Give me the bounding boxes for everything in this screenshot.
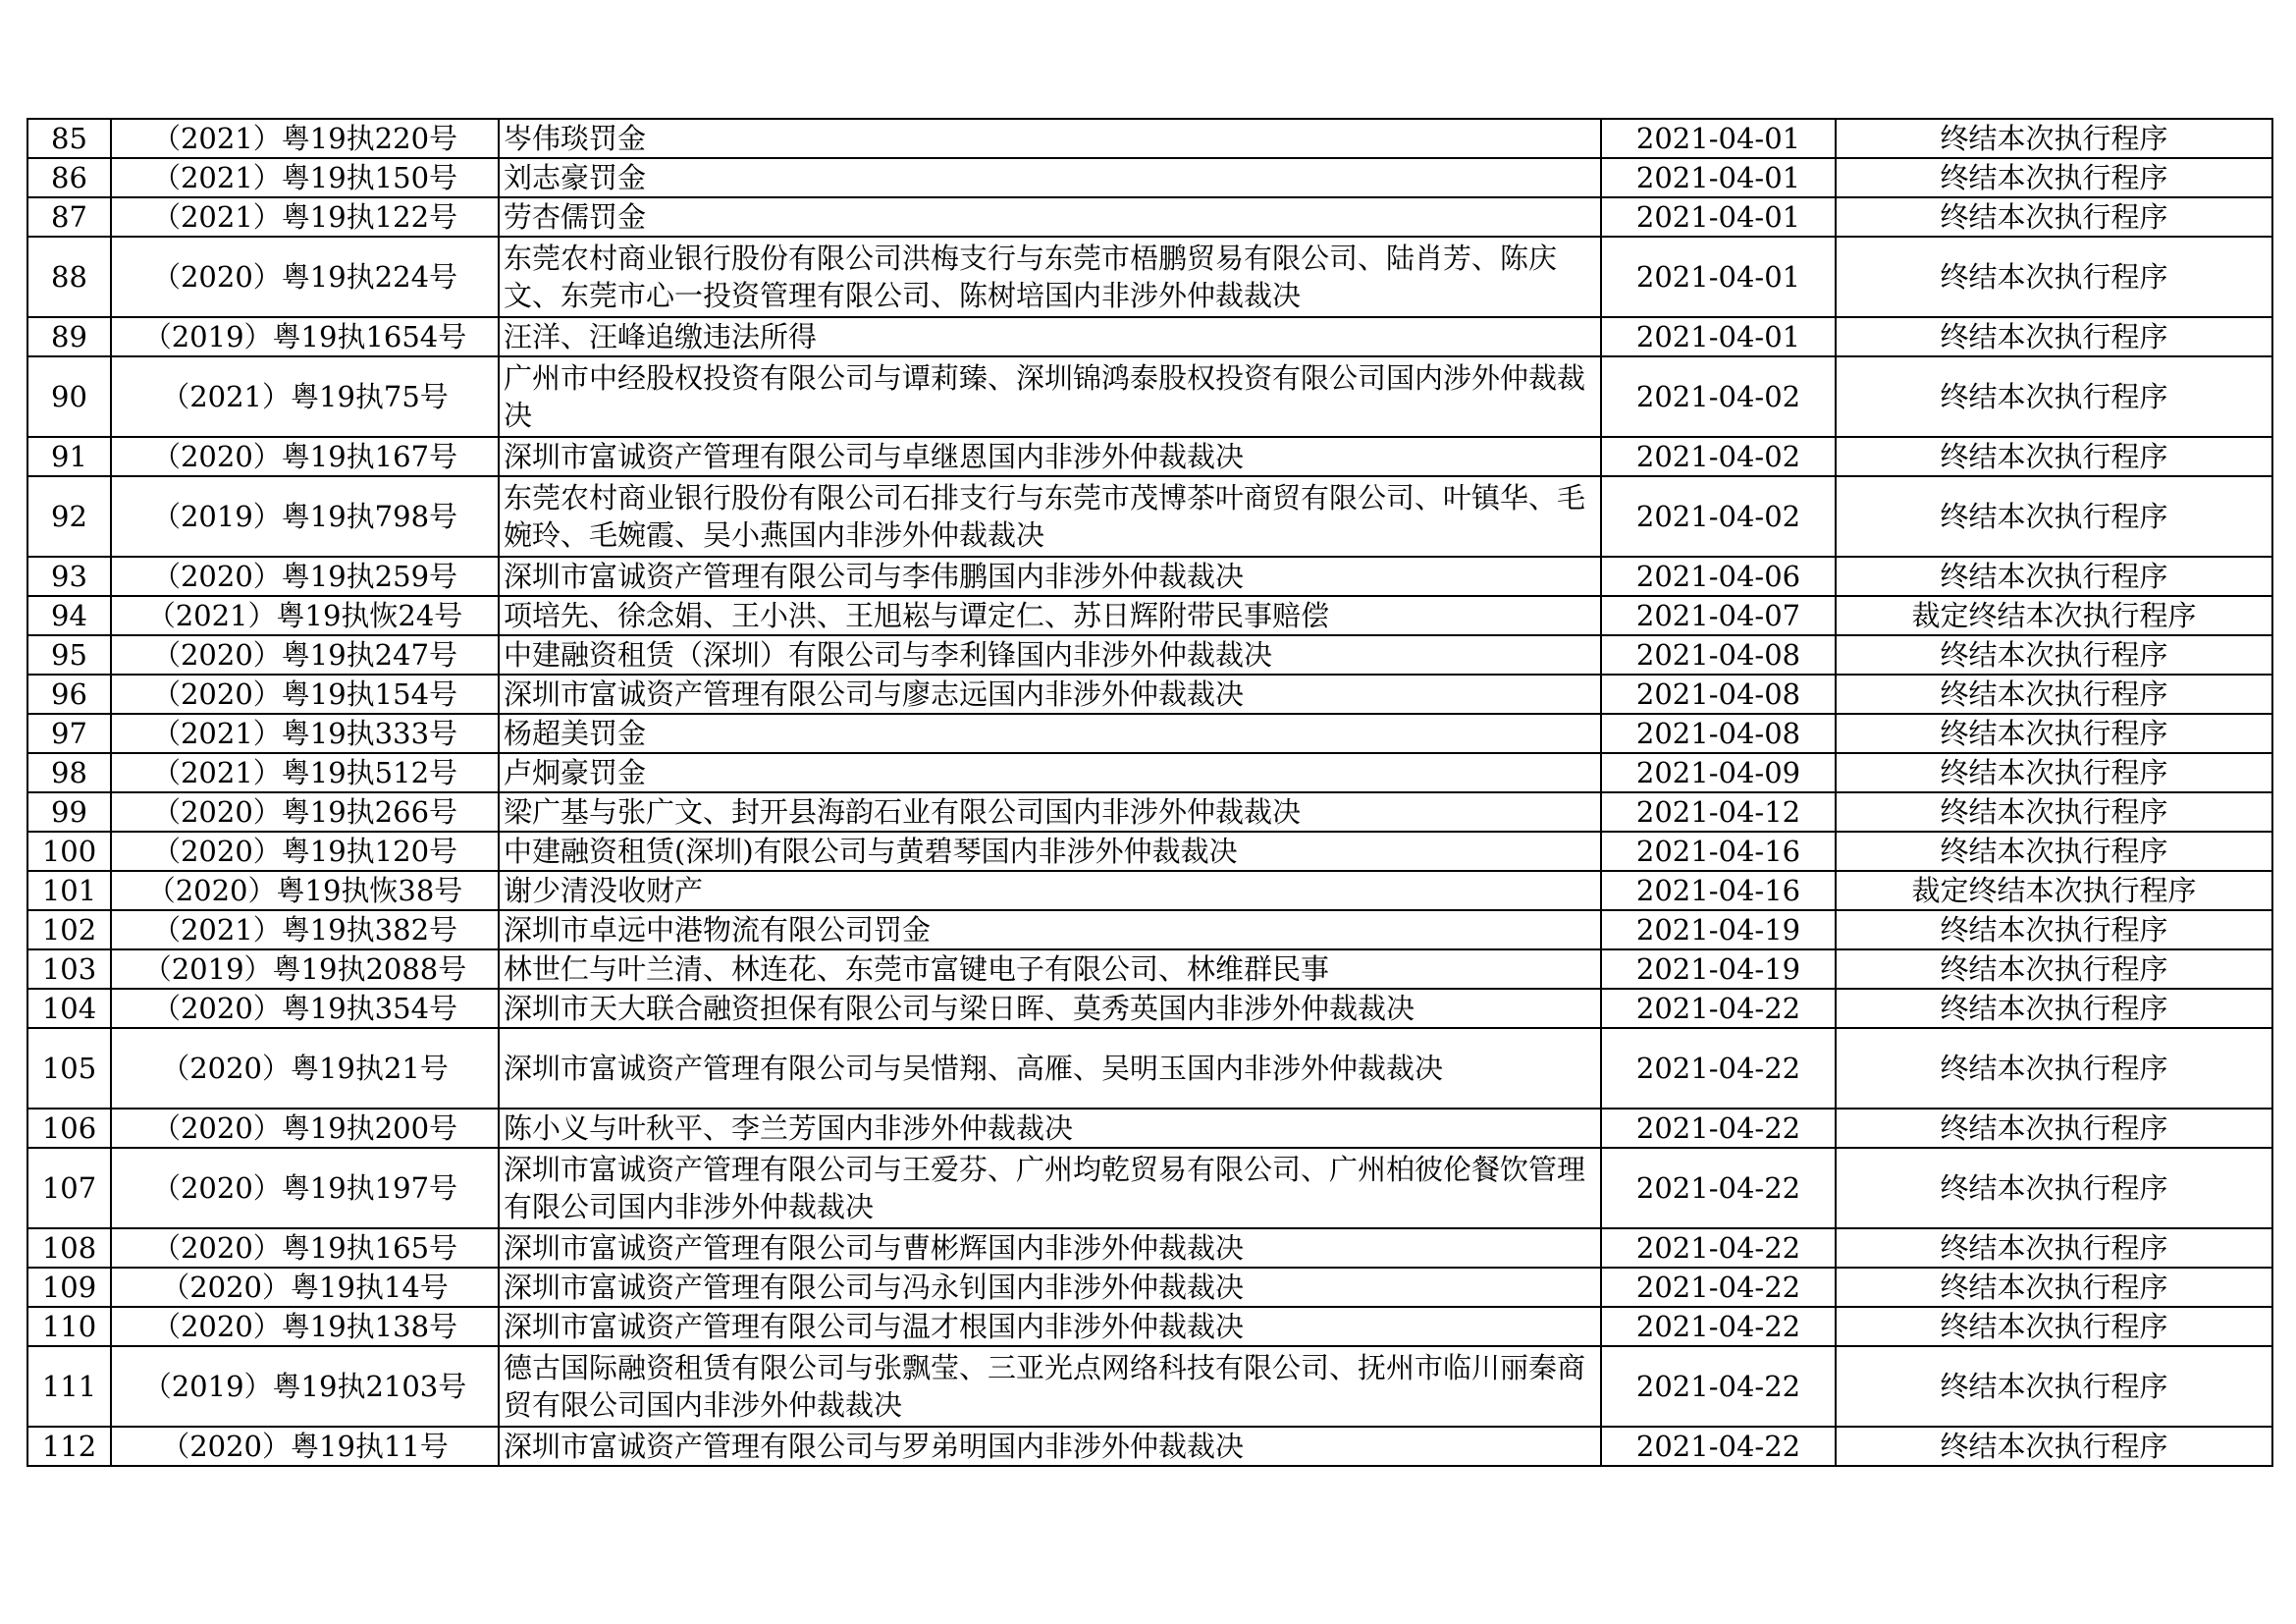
closing-date: 2021-04-01: [1601, 317, 1836, 356]
closing-date: 2021-04-22: [1601, 1228, 1836, 1268]
case-number: （2021）粤19执75号: [111, 356, 499, 437]
case-title: 深圳市天大联合融资担保有限公司与梁日晖、莫秀英国内非涉外仲裁裁决: [499, 989, 1601, 1028]
execution-result: 终结本次执行程序: [1836, 197, 2272, 237]
execution-result: 终结本次执行程序: [1836, 437, 2272, 476]
execution-result: 终结本次执行程序: [1836, 949, 2272, 989]
case-table-body: [27, 119, 2272, 1466]
closing-date: 2021-04-19: [1601, 949, 1836, 989]
case-number: （2020）粤19执247号: [111, 635, 499, 675]
execution-result: 终结本次执行程序: [1836, 1148, 2272, 1228]
closing-date: 2021-04-08: [1601, 714, 1836, 753]
table-row: [27, 1148, 2272, 1228]
closing-date: 2021-04-01: [1601, 237, 1836, 317]
table-row: [27, 1268, 2272, 1307]
row-number: 103: [27, 949, 111, 989]
row-number: 91: [27, 437, 111, 476]
execution-result: 终结本次执行程序: [1836, 753, 2272, 792]
case-number: （2020）粤19执200号: [111, 1109, 499, 1148]
row-number: 86: [27, 158, 111, 197]
case-number: （2020）粤19执21号: [111, 1028, 499, 1109]
case-title: 中建融资租赁(深圳)有限公司与黄碧琴国内非涉外仲裁裁决: [499, 832, 1601, 871]
case-title: 东莞农村商业银行股份有限公司洪梅支行与东莞市梧鹏贸易有限公司、陆肖芳、陈庆文、东莞市心一投资管理有限公司、陈树培国内非涉外仲裁裁决: [499, 237, 1601, 317]
case-title: 深圳市富诚资产管理有限公司与罗弟明国内非涉外仲裁裁决: [499, 1427, 1601, 1466]
case-number: （2019）粤19执2103号: [111, 1346, 499, 1427]
closing-date: 2021-04-07: [1601, 596, 1836, 635]
closing-date: 2021-04-01: [1601, 158, 1836, 197]
case-number: （2020）粤19执259号: [111, 557, 499, 596]
table-row: [27, 158, 2272, 197]
case-number: （2021）粤19执220号: [111, 119, 499, 158]
table-row: [27, 792, 2272, 832]
closing-date: 2021-04-22: [1601, 989, 1836, 1028]
execution-result: 终结本次执行程序: [1836, 476, 2272, 557]
execution-result: 终结本次执行程序: [1836, 317, 2272, 356]
closing-date: 2021-04-22: [1601, 1307, 1836, 1346]
execution-result: 终结本次执行程序: [1836, 1228, 2272, 1268]
execution-result: 终结本次执行程序: [1836, 557, 2272, 596]
execution-result: 终结本次执行程序: [1836, 675, 2272, 714]
execution-result: 终结本次执行程序: [1836, 1346, 2272, 1427]
case-number: （2020）粤19执恢38号: [111, 871, 499, 910]
case-number: （2020）粤19执266号: [111, 792, 499, 832]
case-number: （2020）粤19执167号: [111, 437, 499, 476]
row-number: 101: [27, 871, 111, 910]
case-number: （2021）粤19执382号: [111, 910, 499, 949]
case-title: 谢少清没收财产: [499, 871, 1601, 910]
closing-date: 2021-04-09: [1601, 753, 1836, 792]
closing-date: 2021-04-01: [1601, 197, 1836, 237]
case-number: （2021）粤19执150号: [111, 158, 499, 197]
execution-result: 终结本次执行程序: [1836, 158, 2272, 197]
row-number: 98: [27, 753, 111, 792]
closing-date: 2021-04-06: [1601, 557, 1836, 596]
row-number: 104: [27, 989, 111, 1028]
table-row: [27, 437, 2272, 476]
case-title: 陈小义与叶秋平、李兰芳国内非涉外仲裁裁决: [499, 1109, 1601, 1148]
row-number: 105: [27, 1028, 111, 1109]
closing-date: 2021-04-12: [1601, 792, 1836, 832]
table-row: [27, 317, 2272, 356]
case-number: （2019）粤19执1654号: [111, 317, 499, 356]
table-row: [27, 1228, 2272, 1268]
closing-date: 2021-04-02: [1601, 476, 1836, 557]
closing-date: 2021-04-08: [1601, 675, 1836, 714]
table-row: [27, 635, 2272, 675]
case-number: （2020）粤19执11号: [111, 1427, 499, 1466]
case-title: 卢炯豪罚金: [499, 753, 1601, 792]
case-number: （2021）粤19执122号: [111, 197, 499, 237]
execution-result: 终结本次执行程序: [1836, 1028, 2272, 1109]
closing-date: 2021-04-16: [1601, 871, 1836, 910]
row-number: 95: [27, 635, 111, 675]
table-row: [27, 1346, 2272, 1427]
case-number: （2020）粤19执14号: [111, 1268, 499, 1307]
table-row: [27, 1028, 2272, 1109]
row-number: 92: [27, 476, 111, 557]
row-number: 110: [27, 1307, 111, 1346]
case-title: 广州市中经股权投资有限公司与谭莉臻、深圳锦鸿泰股权投资有限公司国内涉外仲裁裁决: [499, 356, 1601, 437]
table-row: [27, 237, 2272, 317]
case-title: 林世仁与叶兰清、林连花、东莞市富键电子有限公司、林维群民事: [499, 949, 1601, 989]
execution-result: 终结本次执行程序: [1836, 1268, 2272, 1307]
execution-result: 终结本次执行程序: [1836, 1307, 2272, 1346]
table-row: [27, 1427, 2272, 1466]
table-row: [27, 356, 2272, 437]
row-number: 87: [27, 197, 111, 237]
closing-date: 2021-04-22: [1601, 1109, 1836, 1148]
case-title: 深圳市富诚资产管理有限公司与吴惜翔、高雁、吴明玉国内非涉外仲裁裁决: [499, 1028, 1601, 1109]
case-title: 深圳市卓远中港物流有限公司罚金: [499, 910, 1601, 949]
case-number: （2021）粤19执333号: [111, 714, 499, 753]
execution-result: 终结本次执行程序: [1836, 714, 2272, 753]
row-number: 88: [27, 237, 111, 317]
closing-date: 2021-04-08: [1601, 635, 1836, 675]
case-title: 汪洋、汪峰追缴违法所得: [499, 317, 1601, 356]
table-row: [27, 675, 2272, 714]
case-title: 中建融资租赁（深圳）有限公司与李利锋国内非涉外仲裁裁决: [499, 635, 1601, 675]
case-title: 项培先、徐念娟、王小洪、王旭崧与谭定仁、苏日辉附带民事赔偿: [499, 596, 1601, 635]
case-title: 劳杏儒罚金: [499, 197, 1601, 237]
execution-result: 终结本次执行程序: [1836, 1427, 2272, 1466]
row-number: 96: [27, 675, 111, 714]
row-number: 89: [27, 317, 111, 356]
execution-result: 裁定终结本次执行程序: [1836, 871, 2272, 910]
row-number: 93: [27, 557, 111, 596]
closing-date: 2021-04-22: [1601, 1028, 1836, 1109]
case-table: [27, 118, 2273, 1467]
execution-result: 终结本次执行程序: [1836, 1109, 2272, 1148]
row-number: 102: [27, 910, 111, 949]
row-number: 90: [27, 356, 111, 437]
execution-result: 终结本次执行程序: [1836, 119, 2272, 158]
case-number: （2020）粤19执224号: [111, 237, 499, 317]
execution-result: 裁定终结本次执行程序: [1836, 596, 2272, 635]
table-row: [27, 871, 2272, 910]
case-number: （2020）粤19执354号: [111, 989, 499, 1028]
row-number: 107: [27, 1148, 111, 1228]
table-row: [27, 989, 2272, 1028]
case-title: 东莞农村商业银行股份有限公司石排支行与东莞市茂博茶叶商贸有限公司、叶镇华、毛婉玲、毛婉霞、吴小燕国内非涉外仲裁裁决: [499, 476, 1601, 557]
case-title: 深圳市富诚资产管理有限公司与曹彬辉国内非涉外仲裁裁决: [499, 1228, 1601, 1268]
row-number: 100: [27, 832, 111, 871]
row-number: 109: [27, 1268, 111, 1307]
closing-date: 2021-04-22: [1601, 1148, 1836, 1228]
table-row: [27, 714, 2272, 753]
execution-result: 终结本次执行程序: [1836, 635, 2272, 675]
execution-result: 终结本次执行程序: [1836, 989, 2272, 1028]
execution-result: 终结本次执行程序: [1836, 237, 2272, 317]
case-number: （2021）粤19执恢24号: [111, 596, 499, 635]
case-number: （2019）粤19执798号: [111, 476, 499, 557]
case-title: 深圳市富诚资产管理有限公司与冯永钊国内非涉外仲裁裁决: [499, 1268, 1601, 1307]
case-number: （2020）粤19执154号: [111, 675, 499, 714]
case-number: （2021）粤19执512号: [111, 753, 499, 792]
case-title: 德古国际融资租赁有限公司与张飘莹、三亚光点网络科技有限公司、抚州市临川丽秦商贸有限公司国内非涉外仲裁裁决: [499, 1346, 1601, 1427]
table-row: [27, 949, 2272, 989]
table-row: [27, 1109, 2272, 1148]
case-title: 深圳市富诚资产管理有限公司与廖志远国内非涉外仲裁裁决: [499, 675, 1601, 714]
table-row: [27, 753, 2272, 792]
table-row: [27, 557, 2272, 596]
case-number: （2020）粤19执120号: [111, 832, 499, 871]
table-row: [27, 832, 2272, 871]
execution-result: 终结本次执行程序: [1836, 356, 2272, 437]
table-row: [27, 476, 2272, 557]
table-row: [27, 197, 2272, 237]
table-row: [27, 119, 2272, 158]
row-number: 99: [27, 792, 111, 832]
case-title: 岑伟琰罚金: [499, 119, 1601, 158]
row-number: 111: [27, 1346, 111, 1427]
closing-date: 2021-04-19: [1601, 910, 1836, 949]
row-number: 106: [27, 1109, 111, 1148]
closing-date: 2021-04-22: [1601, 1427, 1836, 1466]
closing-date: 2021-04-02: [1601, 356, 1836, 437]
execution-result: 终结本次执行程序: [1836, 832, 2272, 871]
closing-date: 2021-04-22: [1601, 1346, 1836, 1427]
execution-result: 终结本次执行程序: [1836, 792, 2272, 832]
case-title: 杨超美罚金: [499, 714, 1601, 753]
row-number: 108: [27, 1228, 111, 1268]
case-title: 深圳市富诚资产管理有限公司与卓继恩国内非涉外仲裁裁决: [499, 437, 1601, 476]
case-title: 深圳市富诚资产管理有限公司与李伟鹏国内非涉外仲裁裁决: [499, 557, 1601, 596]
case-number: （2019）粤19执2088号: [111, 949, 499, 989]
row-number: 94: [27, 596, 111, 635]
case-title: 梁广基与张广文、封开县海韵石业有限公司国内非涉外仲裁裁决: [499, 792, 1601, 832]
closing-date: 2021-04-22: [1601, 1268, 1836, 1307]
case-number: （2020）粤19执197号: [111, 1148, 499, 1228]
case-title: 深圳市富诚资产管理有限公司与王爱芬、广州均乾贸易有限公司、广州柏彼伦餐饮管理有限公司国内非涉外仲裁裁决: [499, 1148, 1601, 1228]
case-number: （2020）粤19执165号: [111, 1228, 499, 1268]
table-row: [27, 910, 2272, 949]
closing-date: 2021-04-16: [1601, 832, 1836, 871]
row-number: 85: [27, 119, 111, 158]
table-row: [27, 596, 2272, 635]
closing-date: 2021-04-02: [1601, 437, 1836, 476]
table-row: [27, 1307, 2272, 1346]
execution-result: 终结本次执行程序: [1836, 910, 2272, 949]
row-number: 112: [27, 1427, 111, 1466]
case-title: 刘志豪罚金: [499, 158, 1601, 197]
row-number: 97: [27, 714, 111, 753]
closing-date: 2021-04-01: [1601, 119, 1836, 158]
case-title: 深圳市富诚资产管理有限公司与温才根国内非涉外仲裁裁决: [499, 1307, 1601, 1346]
case-number: （2020）粤19执138号: [111, 1307, 499, 1346]
